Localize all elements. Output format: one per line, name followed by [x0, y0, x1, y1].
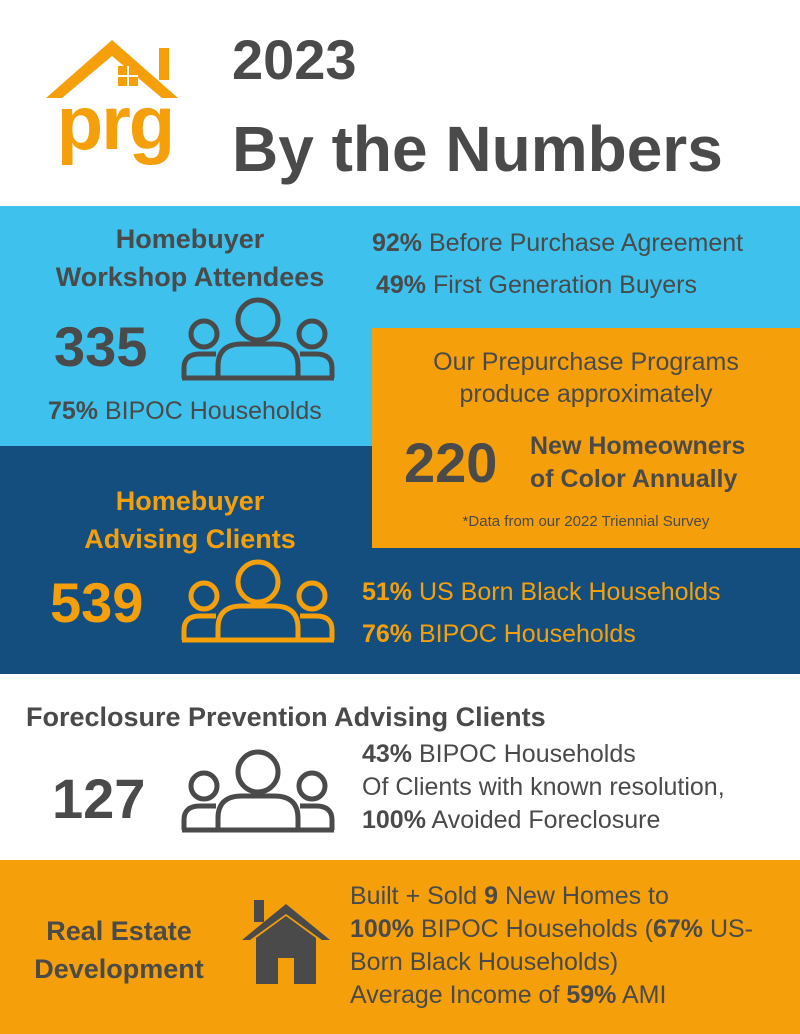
foreclosure-stat-bipoc — [362, 738, 725, 771]
realestate-line2 — [350, 913, 753, 946]
advising-title-line1: Homebuyer — [115, 486, 265, 516]
prepurchase-line1: Our Prepurchase Programs — [433, 348, 739, 376]
stat-pct: 76% — [362, 620, 413, 648]
logo-text: prg — [56, 81, 174, 166]
workshop-title-line2: Workshop Attendees — [55, 262, 325, 292]
prepurchase-label — [530, 430, 745, 496]
stat-text: US Born Black Households — [412, 578, 721, 606]
workshop-title — [30, 220, 350, 296]
prepurchase-line2: produce approximately — [459, 380, 713, 408]
workshop-stat-bipoc — [48, 390, 322, 432]
stat-text: BIPOC Households — [98, 397, 322, 425]
prepurchase-label-line1: New Homeowners — [530, 432, 746, 460]
realestate-line3: Born Black Households) — [350, 948, 619, 976]
people-group-icon — [180, 296, 336, 382]
advising-title — [30, 482, 350, 558]
workshop-title-line1: Homebuyer — [115, 224, 265, 254]
year-title: 2023 — [232, 28, 357, 91]
prepurchase-text — [372, 346, 800, 410]
stat-text: Avoided Foreclosure — [425, 806, 661, 834]
stat-pct: 75% — [48, 397, 99, 425]
stat-pct: 67% — [652, 915, 703, 943]
advising-stat-bipoc — [362, 613, 636, 655]
stat-pct: 100% — [350, 915, 414, 943]
workshop-stat-before — [372, 222, 743, 264]
foreclosure-stats — [362, 738, 725, 837]
stat-pct: 100% — [362, 806, 426, 834]
advising-stat-black — [362, 571, 721, 613]
stat-text: Before Purchase Agreement — [422, 229, 744, 257]
realestate-stats — [350, 880, 753, 1012]
foreclosure-stat-known: Of Clients with known resolution, — [362, 773, 725, 801]
text: US- — [703, 915, 753, 943]
advising-count: 539 — [50, 571, 144, 634]
prepurchase-footnote: *Data from our 2022 Triennial Survey — [462, 513, 710, 530]
workshop-stat-firstgen — [376, 264, 697, 306]
workshop-count: 335 — [54, 315, 148, 378]
page-title: By the Numbers — [232, 113, 723, 185]
prepurchase-label-line2: of Color Annually — [530, 465, 738, 493]
text: BIPOC Households ( — [413, 915, 653, 943]
house-icon — [238, 898, 334, 986]
realestate-line4 — [350, 979, 753, 1012]
logo — [42, 36, 188, 172]
text: AMI — [616, 981, 667, 1009]
realestate-title-line1: Real Estate — [46, 916, 192, 946]
realestate-title-line2: Development — [34, 954, 204, 984]
realestate-title — [14, 912, 224, 988]
stat-text: First Generation Buyers — [426, 271, 697, 299]
stat-pct: 49% — [376, 271, 427, 299]
text: New Homes to — [498, 882, 669, 910]
foreclosure-count: 127 — [52, 767, 146, 830]
people-group-icon — [180, 558, 336, 644]
realestate-line1 — [350, 880, 753, 913]
stat-pct: 51% — [362, 578, 413, 606]
text: Average Income of — [350, 981, 567, 1009]
foreclosure-stat-avoided — [362, 804, 725, 837]
prepurchase-count: 220 — [404, 431, 498, 494]
advising-title-line2: Advising Clients — [84, 524, 296, 554]
foreclosure-title: Foreclosure Prevention Advising Clients — [26, 702, 546, 732]
stat-pct: 92% — [372, 229, 423, 257]
homes-count: 9 — [484, 882, 499, 910]
text: Built + Sold — [350, 882, 485, 910]
stat-text: BIPOC Households — [412, 740, 636, 768]
people-group-icon — [180, 748, 336, 834]
stat-pct: 59% — [566, 981, 617, 1009]
stat-pct: 43% — [362, 740, 413, 768]
stat-text: BIPOC Households — [412, 620, 636, 648]
